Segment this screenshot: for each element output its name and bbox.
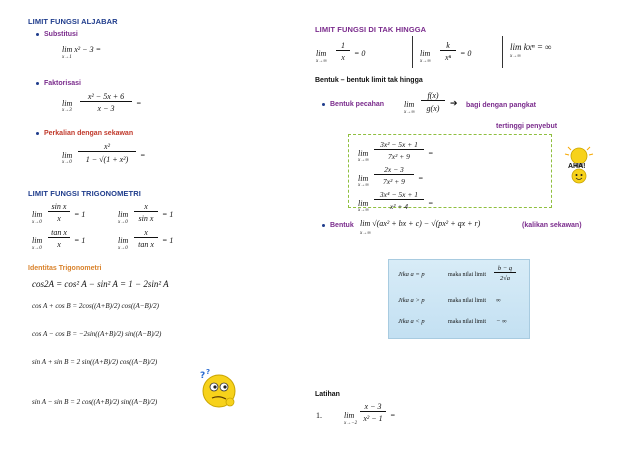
heading-limit-trigonometri: LIMIT FUNGSI TRIGONOMETRI	[28, 189, 141, 198]
frac-num: k	[440, 41, 456, 51]
heading-latihan: Latihan	[315, 391, 340, 398]
frac-num: x	[134, 202, 158, 212]
lim-under: x→∞	[316, 59, 327, 64]
lim-label: lim	[62, 99, 73, 108]
lim-under: x→0	[32, 220, 42, 225]
lim-under: x→∞	[420, 59, 431, 64]
lim-label: lim	[358, 199, 369, 208]
thinking-face-icon	[194, 364, 244, 414]
frac-den: x	[341, 53, 345, 62]
lim-label: lim	[32, 210, 43, 219]
expr-kxn: lim kxⁿ = ∞	[510, 42, 552, 52]
frac-den: x² − 1	[363, 414, 383, 423]
equals: =	[140, 151, 146, 160]
note-penyebut: tertinggi penyebut	[496, 123, 558, 130]
case-1-text: maka nilai limit	[448, 272, 486, 278]
lim-under: x→∞	[358, 208, 369, 213]
svg-text:?: ?	[200, 371, 206, 381]
equals: =	[136, 99, 142, 108]
frac-num: x² − 5x + 6	[80, 92, 132, 102]
frac-num: x − 3	[360, 402, 386, 412]
case-3-cond: Jika a < p	[398, 318, 425, 325]
value: = 1	[162, 236, 174, 245]
subsection-faktorisasi: Faktorisasi	[36, 80, 81, 87]
heading-identitas: Identitas Trigonometri	[28, 265, 102, 272]
case-1-num: b − q	[494, 265, 516, 273]
frac-num: 3x² − 5x + 1	[374, 140, 424, 150]
frac-den: xⁿ	[444, 53, 452, 62]
case-2-cond: Jika a > p	[398, 297, 425, 304]
identity-4: sin A + sin B = 2 sin((A+B)/2) cos((A−B)/2)	[32, 358, 158, 366]
lim-label: lim	[62, 151, 73, 160]
lim-under: x→∞	[358, 158, 369, 163]
lim-under: x→∞	[404, 110, 415, 115]
frac-num: sin x	[48, 202, 70, 212]
identity-1: cos2A = cos² A − sin² A = 1 − 2sin² A	[32, 279, 169, 289]
case-1-cond: Jika a = p	[398, 271, 425, 278]
frac-den: 1 − √(1 + x²)	[85, 155, 129, 164]
lim-under: x→0	[118, 246, 128, 251]
subsection-sekawan: Perkalian dengan sekawan	[36, 130, 133, 137]
value: = 1	[74, 210, 86, 219]
frac-num: f(x)	[421, 91, 445, 101]
value: = 1	[162, 210, 174, 219]
subsection-substitusi: Substitusi	[36, 31, 78, 38]
lim-under: x→1	[62, 55, 72, 60]
identity-3: cos A − cos B = −2sin((A+B)/2) sin((A−B)/2)	[32, 330, 162, 338]
equals: =	[428, 199, 434, 208]
heading-limit-aljabar: LIMIT FUNGSI ALJABAR	[28, 17, 118, 26]
lim-label: lim	[316, 49, 327, 58]
lim-under: x→0	[62, 160, 72, 165]
frac-num: x	[134, 228, 158, 238]
lim-under: x→−2	[344, 421, 358, 426]
lim-under: x→0	[32, 246, 42, 251]
lim-label: lim	[358, 149, 369, 158]
frac-den: x − 3	[97, 104, 115, 113]
frac-den: g(x)	[426, 104, 440, 113]
equals: =	[418, 174, 424, 183]
identity-5: sin A − sin B = 2 cos((A+B)/2) sin((A−B)/2)	[32, 398, 158, 406]
case-1-den: 2√a	[499, 275, 511, 282]
exercise-number: 1.	[316, 411, 322, 420]
frac-den: tan x	[138, 240, 154, 249]
value: = 0	[354, 49, 366, 58]
lim-label: lim	[420, 49, 431, 58]
arrow-right-icon: ➔	[450, 99, 458, 109]
case-2-text: maka nilai limit	[448, 298, 486, 304]
lim-under: x→3	[62, 108, 72, 113]
heading-bentuk: Bentuk – bentuk limit tak hingga	[315, 77, 423, 84]
frac-den: 7x² + 9	[383, 177, 405, 186]
lim-under: x→∞	[510, 54, 521, 59]
frac-den: x² + 4	[389, 202, 409, 211]
lim-label: lim	[404, 100, 415, 109]
divider	[502, 36, 503, 68]
bentuk-pecahan-label: Bentuk pecahan	[322, 101, 384, 108]
lim-label: lim	[358, 174, 369, 183]
bentuk-akar-label: Bentuk	[322, 222, 354, 229]
equals: =	[390, 411, 396, 420]
lim-label: lim	[32, 236, 43, 245]
frac-num: 2x − 3	[374, 165, 414, 175]
lim-under: x→∞	[358, 183, 369, 188]
note-kalikan-sekawan: (kalikan sekawan)	[522, 222, 582, 229]
frac-num: 1	[336, 41, 350, 51]
case-2-res: ∞	[496, 297, 501, 304]
equals: =	[428, 149, 434, 158]
case-3-text: maka nilai limit	[448, 319, 486, 325]
frac-den: sin x	[138, 214, 154, 223]
value: = 0	[460, 49, 472, 58]
svg-text:?: ?	[206, 368, 211, 376]
lim-label: lim	[118, 236, 129, 245]
frac-num: 3x⁴ − 5x + 1	[374, 190, 424, 200]
expr-akar: lim √(ax² + bx + c) − √(px² + qx + r)	[360, 219, 481, 228]
frac-den: 7x² + 9	[388, 152, 410, 161]
frac-num: tan x	[48, 228, 70, 238]
aha-label: AHA!	[568, 163, 586, 170]
divider	[412, 36, 413, 68]
lim-under: x→0	[118, 220, 128, 225]
frac-num: x²	[78, 142, 136, 152]
lim-under: x→∞	[360, 231, 371, 236]
frac-den: x	[57, 240, 61, 249]
value: = 1	[74, 236, 86, 245]
lim-label: lim	[344, 411, 355, 420]
frac-den: x	[57, 214, 61, 223]
expr-substitusi: lim x² − 3 =	[62, 45, 101, 54]
case-3-res: − ∞	[496, 318, 507, 325]
lim-label: lim	[118, 210, 129, 219]
note-pangkat: bagi dengan pangkat	[466, 102, 537, 109]
identity-2: cos A + cos B = 2cos((A+B)/2) cos((A−B)/2)	[32, 302, 159, 310]
heading-limit-tak-hingga: LIMIT FUNGSI DI TAK HINGGA	[315, 25, 427, 34]
